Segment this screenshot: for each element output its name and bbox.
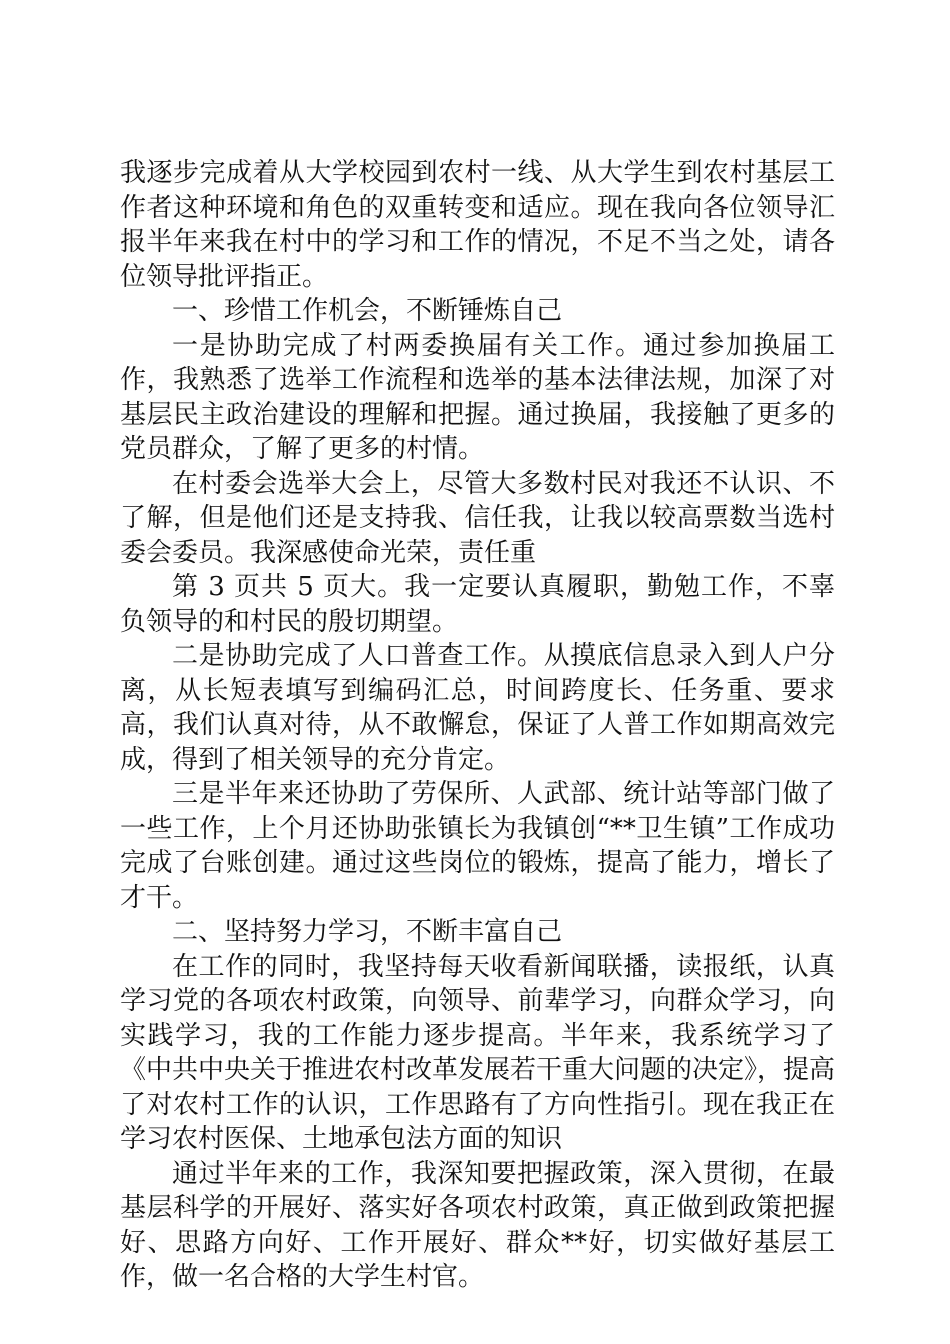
paragraph-census-work: 二是协助完成了人口普查工作。从摸底信息录入到人户分离，从长短表填写到编码汇总，时间跨度长、任务重、要求高，我们认真对待，从不敢懈怠，保证了人普工作如期高效完成，得到了相关领导的充分肯定。 xyxy=(120,641,835,775)
paragraph-page-marker-duty: 第 3 页共 5 页大。我一定要认真履职，勤勉工作，不辜负领导的和村民的殷切期望。 xyxy=(120,572,835,637)
document-body xyxy=(120,156,835,1295)
paragraph-intro: 我逐步完成着从大学校园到农村一线、从大学生到农村基层工作者这种环境和角色的双重转变和适应。现在我向各位领导汇报半年来我在村中的学习和工作的情况，不足不当之处，请各位领导批评指正。 xyxy=(120,158,835,292)
paragraph-study: 在工作的同时，我坚持每天收看新闻联播，读报纸，认真学习党的各项农村政策，向领导、前辈学习，向群众学习，向实践学习，我的工作能力逐步提高。半年来，我系统学习了《中共中央关于推进农村改革发展若干重大问题的决定》，提高了对农村工作的认识，工作思路有了方向性指引。现在我正在学习农村医保、土地承包法方面的知识 xyxy=(120,951,836,1154)
paragraph-other-departments: 三是半年来还协助了劳保所、人武部、统计站等部门做了一些工作，上个月还协助张镇长为我镇创“**卫生镇”工作成功完成了台账创建。通过这些岗位的锻炼，提高了能力，增长了才干。 xyxy=(120,779,835,913)
paragraph-conclusion: 通过半年来的工作，我深知要把握政策，深入贯彻，在最基层科学的开展好、落实好各项农村政策，真正做到政策把握好、思路方向好、工作开展好、群众**好，切实做好基层工作，做一名合格的大学生村官。 xyxy=(120,1158,835,1292)
paragraph-election-meeting: 在村委会选举大会上，尽管大多数村民对我还不认识、不了解，但是他们还是支持我、信任我，让我以较高票数当选村委会委员。我深感使命光荣，责任重 xyxy=(120,468,835,568)
paragraph-election-work: 一是协助完成了村两委换届有关工作。通过参加换届工作，我熟悉了选举工作流程和选举的基本法律法规，加深了对基层民主政治建设的理解和把握。通过换届，我接触了更多的党员群众，了解了更多的村情。 xyxy=(120,330,835,464)
section-heading-1: 一、珍惜工作机会，不断锤炼自己 xyxy=(172,296,563,326)
section-heading-2: 二、坚持努力学习，不断丰富自己 xyxy=(172,917,563,947)
